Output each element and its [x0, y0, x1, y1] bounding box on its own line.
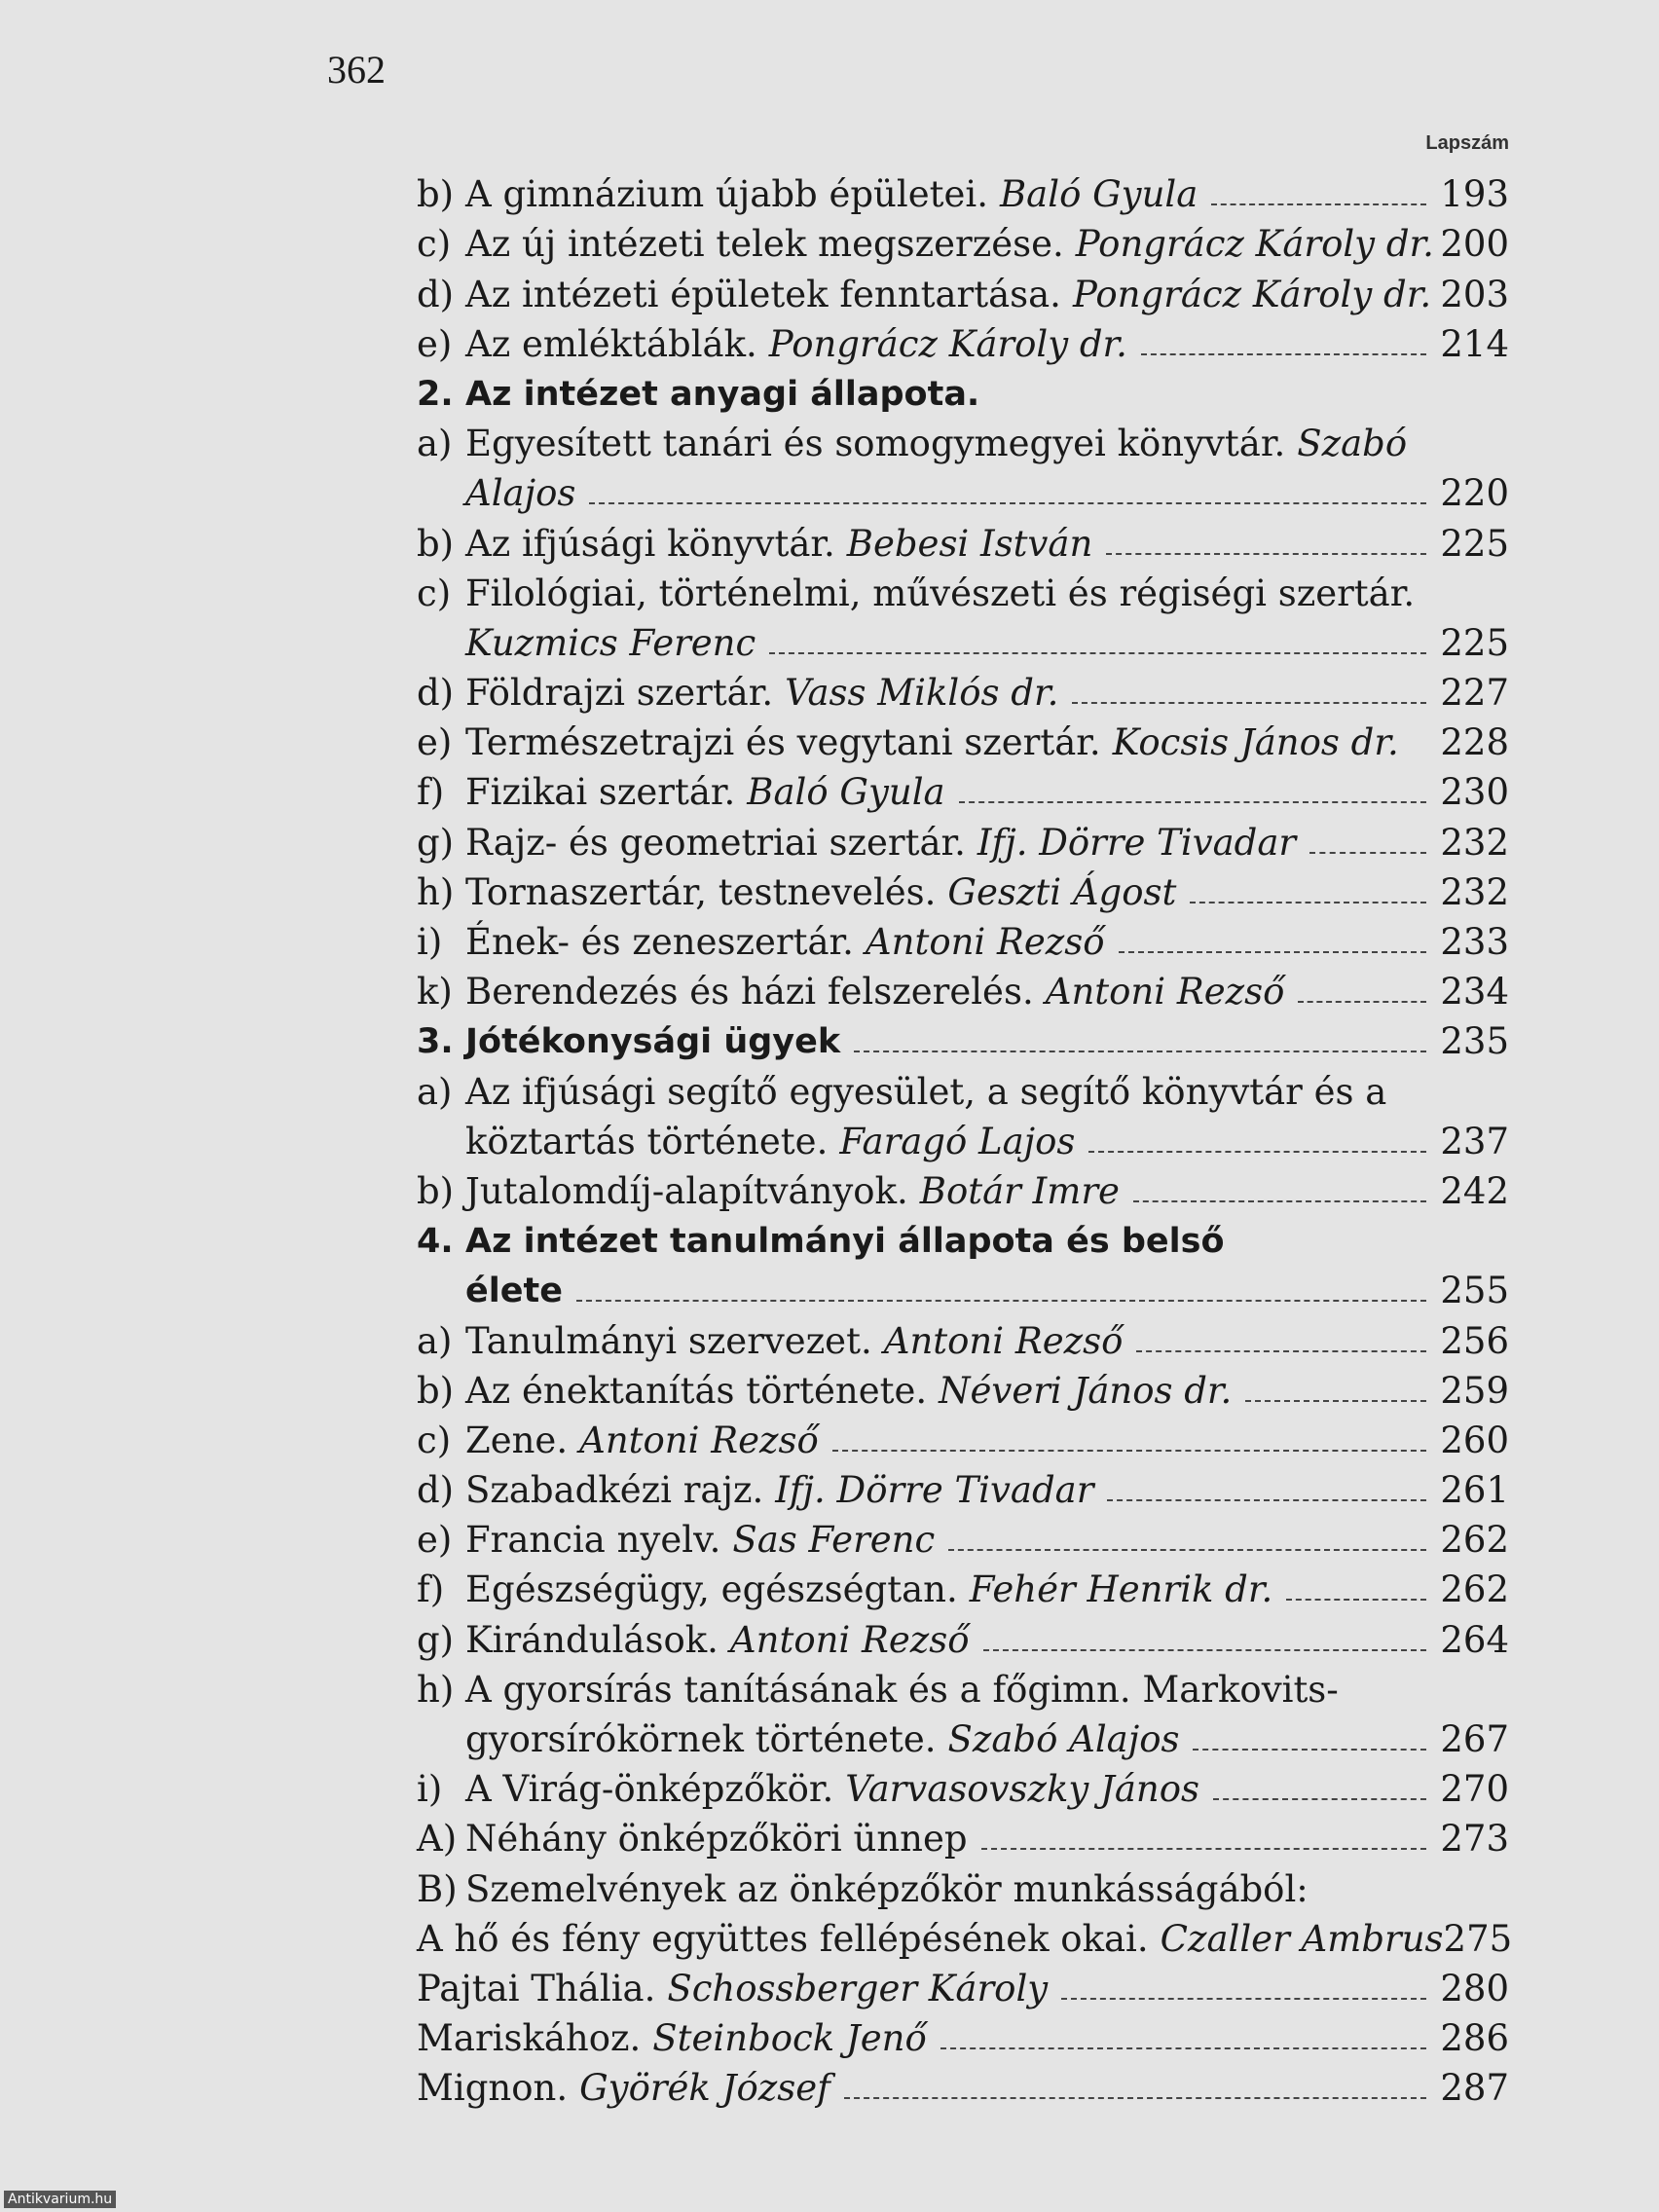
entry-page-number: 259 — [1440, 1369, 1509, 1412]
entry-page-number: 237 — [1440, 1120, 1509, 1162]
entry-author: Alajos — [465, 472, 576, 515]
toc-entry — [417, 1610, 1509, 1660]
entry-label: g) — [417, 821, 455, 864]
entry-page-number: 267 — [1440, 1718, 1509, 1760]
toc-entry — [417, 714, 1509, 763]
toc-entry — [417, 1162, 1509, 1212]
entry-page-number: 234 — [1440, 971, 1509, 1014]
entry-page-number: 227 — [1440, 672, 1509, 715]
entry-title: Ének- és zeneszertár. — [465, 921, 854, 963]
entry-author: Pongrácz Károly dr. — [1072, 273, 1432, 315]
entry-title: Zene. — [465, 1419, 569, 1461]
entry-page-number: 287 — [1440, 2067, 1509, 2110]
entry-page-number: 235 — [1440, 1020, 1509, 1063]
dot-leader — [844, 2097, 1427, 2099]
entry-label: B) — [417, 1867, 458, 1910]
toc-entry — [417, 1212, 1509, 1262]
entry-label: d) — [417, 672, 455, 715]
entry-page-number: 200 — [1440, 223, 1509, 266]
dot-leader — [983, 1649, 1427, 1651]
toc-entry — [417, 1511, 1509, 1561]
entry-author: Geszti Ágost — [947, 870, 1177, 913]
entry-label: d) — [417, 273, 455, 315]
entry-title: Az ifjúsági segítő egyesület, a segítő könyvtár és a — [465, 1070, 1387, 1113]
entry-title: Az intézeti épületek fenntartása. — [465, 273, 1061, 315]
entry-label: e) — [417, 721, 453, 764]
entry-title: Természetrajzi és vegytani szertár. — [465, 721, 1101, 764]
toc-entry — [417, 2009, 1509, 2059]
entry-label: f) — [417, 771, 445, 814]
toc-entry — [417, 2059, 1509, 2109]
entry-title: Mignon. — [417, 2067, 569, 2110]
toc-entry — [417, 315, 1509, 365]
entry-label: c) — [417, 571, 452, 614]
entry-title: Kirándulások. — [465, 1618, 719, 1661]
toc-entry — [417, 1412, 1509, 1461]
entry-label: k) — [417, 971, 453, 1014]
entry-page-number: 225 — [1440, 522, 1509, 565]
dot-leader — [1107, 1499, 1426, 1501]
entry-author: Varvasovszky János — [845, 1768, 1200, 1811]
entry-label: i) — [417, 921, 443, 963]
entry-author: Sas Ferenc — [732, 1519, 936, 1562]
entry-title: Egészségügy, egészségtan. — [465, 1568, 958, 1611]
dot-leader — [1309, 852, 1426, 854]
entry-author: Szabó — [1297, 423, 1408, 465]
toc-entry — [417, 415, 1509, 464]
toc-entry — [417, 565, 1509, 614]
entry-title: élete — [465, 1272, 563, 1311]
entry-title: Mariskához. — [417, 2017, 642, 2060]
dot-leader — [1298, 1001, 1426, 1003]
entry-page-number: 220 — [1440, 472, 1509, 515]
toc-entry — [417, 166, 1509, 215]
entry-page-number: 232 — [1440, 870, 1509, 913]
toc-entry — [417, 1910, 1513, 1960]
entry-page-number: 273 — [1440, 1818, 1509, 1861]
entry-title: Pajtai Thália. — [417, 1967, 656, 2009]
watermark: Antikvarium.hu — [4, 2191, 116, 2208]
entry-label: a) — [417, 1070, 453, 1113]
toc-entry — [417, 1311, 1509, 1361]
entry-author: Baló Gyula — [999, 173, 1198, 216]
dot-leader — [1141, 353, 1426, 355]
dot-leader — [981, 1848, 1427, 1850]
entry-label: c) — [417, 1419, 452, 1461]
toc-entry — [417, 265, 1509, 314]
entry-page-number: 264 — [1440, 1618, 1509, 1661]
dot-leader — [832, 1450, 1427, 1452]
dot-leader — [1286, 1599, 1426, 1601]
toc-entry — [417, 464, 1509, 514]
dot-leader — [1245, 1400, 1426, 1402]
entry-author: Botár Imre — [919, 1169, 1120, 1212]
entry-label: a) — [417, 423, 453, 465]
dot-leader — [1133, 1200, 1426, 1202]
entry-title: Francia nyelv. — [465, 1519, 721, 1562]
entry-page-number: 225 — [1440, 621, 1509, 664]
toc-entry — [417, 1810, 1509, 1860]
entry-title: Tornaszertár, testnevelés. — [465, 870, 937, 913]
toc-entry — [417, 514, 1509, 564]
entry-title: Néhány önképzőköri ünnep — [465, 1818, 968, 1861]
entry-author: Antoni Rezső — [883, 1319, 1124, 1362]
entry-author: Szabó Alajos — [947, 1718, 1180, 1760]
entry-label: b) — [417, 522, 455, 565]
entry-title: Jótékonysági ügyek — [465, 1022, 841, 1062]
entry-page-number: 255 — [1440, 1270, 1509, 1312]
entry-title: gyorsírókörnek története. — [465, 1718, 937, 1760]
entry-label: d) — [417, 1469, 455, 1512]
entry-label: e) — [417, 1519, 453, 1562]
entry-page-number: 261 — [1440, 1469, 1509, 1512]
entry-page-number: 232 — [1440, 821, 1509, 864]
entry-title: Tanulmányi szervezet. — [465, 1319, 872, 1362]
entry-title: A hő és fény együttes fellépésének okai. — [417, 1917, 1149, 1960]
toc-entry — [417, 664, 1509, 714]
entry-author: Györék József — [579, 2067, 830, 2110]
entry-title: Szabadkézi rajz. — [465, 1469, 764, 1512]
dot-leader — [1213, 1798, 1426, 1800]
entry-label: 4. — [417, 1222, 454, 1262]
entry-title: Jutalomdíj-alapítványok. — [465, 1169, 908, 1212]
dot-leader — [1136, 1350, 1426, 1352]
entry-author: Antoni Rezső — [865, 921, 1105, 963]
page-number: 362 — [327, 48, 386, 92]
entry-title: Rajz- és geometriai szertár. — [465, 821, 966, 864]
entry-title: Egyesített tanári és somogymegyei könyvtár. — [465, 423, 1286, 465]
entry-page-number: 256 — [1440, 1319, 1509, 1362]
toc-entry — [417, 1062, 1509, 1112]
entry-author: Bebesi István — [846, 522, 1093, 565]
entry-author: Kocsis János dr. — [1112, 721, 1399, 764]
entry-label: g) — [417, 1618, 455, 1661]
entry-page-number: 270 — [1440, 1768, 1509, 1811]
dot-leader — [948, 1549, 1426, 1551]
entry-page-number: 242 — [1440, 1169, 1509, 1212]
entry-title: Az ifjúsági könyvtár. — [465, 522, 835, 565]
entry-page-number: 228 — [1440, 721, 1509, 764]
entry-page-number: 203 — [1440, 273, 1509, 315]
entry-label: A) — [417, 1818, 458, 1861]
dot-leader — [1211, 203, 1426, 205]
entry-title: A gimnázium újabb épületei. — [465, 173, 988, 216]
toc-entry — [417, 864, 1509, 913]
dot-leader — [1190, 902, 1426, 903]
toc-entry — [417, 1362, 1509, 1412]
entry-page-number: 193 — [1440, 173, 1509, 216]
entry-title: Az emléktáblák. — [465, 322, 757, 365]
toc-entry — [417, 1960, 1509, 2009]
entry-label: 2. — [417, 374, 454, 414]
dot-leader — [769, 652, 1426, 654]
entry-page-number: 214 — [1440, 322, 1509, 365]
entry-author: Fehér Henrik dr. — [969, 1568, 1273, 1611]
entry-author: Czaller Ambrus — [1160, 1917, 1444, 1960]
entry-label: a) — [417, 1319, 453, 1362]
entry-title: Fizikai szertár. — [465, 771, 736, 814]
dot-leader — [1193, 1749, 1426, 1751]
entry-author: Schossberger Károly — [667, 1967, 1049, 2009]
toc-entry — [417, 1860, 1509, 1909]
entry-author: Pongrácz Károly dr. — [768, 322, 1127, 365]
entry-label: e) — [417, 322, 453, 365]
entry-label: b) — [417, 1169, 455, 1212]
entry-title: Berendezés és házi felszerelés. — [465, 971, 1034, 1014]
entry-title: Szemelvények az önképzőkör munkásságából: — [465, 1867, 1309, 1910]
toc-entry — [417, 1711, 1509, 1760]
toc-entry — [417, 1461, 1509, 1511]
entry-page-number: 233 — [1440, 921, 1509, 963]
dot-leader — [1061, 1998, 1426, 2000]
dot-leader — [1072, 702, 1426, 704]
toc-entry — [417, 1760, 1509, 1810]
entry-title: köztartás története. — [465, 1120, 829, 1162]
toc-entry — [417, 1013, 1509, 1062]
entry-title: Az új intézeti telek megszerzése. — [465, 223, 1064, 266]
table-of-contents — [417, 166, 1513, 2110]
dot-leader — [1106, 553, 1426, 555]
dot-leader — [959, 801, 1427, 803]
column-header: Lapszám — [1425, 132, 1509, 154]
entry-title: Filológiai, történelmi, művészeti és régiségi szertár. — [465, 571, 1416, 614]
entry-author: Steinbock Jenő — [652, 2017, 927, 2060]
entry-author: Ifj. Dörre Tivadar — [977, 821, 1297, 864]
entry-page-number: 275 — [1443, 1917, 1513, 1960]
toc-entry — [417, 813, 1509, 863]
entry-author: Ifj. Dörre Tivadar — [775, 1469, 1094, 1512]
dot-leader — [1119, 951, 1427, 953]
entry-author: Kuzmics Ferenc — [465, 621, 756, 664]
entry-page-number: 260 — [1440, 1419, 1509, 1461]
dot-leader — [1088, 1151, 1426, 1153]
entry-label: h) — [417, 870, 455, 913]
entry-author: Antoni Rezső — [729, 1618, 970, 1661]
entry-author: Néveri János dr. — [939, 1369, 1233, 1412]
toc-entry — [417, 1561, 1509, 1610]
entry-title: Az énektanítás története. — [465, 1369, 928, 1412]
toc-entry — [417, 1661, 1509, 1711]
entry-label: b) — [417, 1369, 455, 1412]
toc-entry — [417, 763, 1509, 813]
entry-author: Antoni Rezső — [579, 1419, 819, 1461]
entry-title: A Virág-önképzőkör. — [465, 1768, 834, 1811]
toc-entry — [417, 913, 1509, 963]
entry-page-number: 230 — [1440, 771, 1509, 814]
entry-author: Antoni Rezső — [1045, 971, 1285, 1014]
toc-entry — [417, 963, 1509, 1013]
entry-label: 3. — [417, 1022, 454, 1062]
entry-author: Vass Miklós dr. — [785, 672, 1059, 715]
toc-entry — [417, 215, 1509, 265]
entry-title: Az intézet anyagi állapota. — [465, 374, 980, 414]
entry-label: i) — [417, 1768, 443, 1811]
entry-page-number: 286 — [1440, 2017, 1509, 2060]
toc-entry — [417, 1113, 1509, 1162]
entry-page-number: 280 — [1440, 1967, 1509, 2009]
toc-entry — [417, 614, 1509, 664]
dot-leader — [576, 1300, 1426, 1302]
entry-page-number: 262 — [1440, 1568, 1509, 1611]
entry-label: h) — [417, 1668, 455, 1711]
dot-leader — [589, 502, 1426, 504]
toc-entry — [417, 365, 1509, 415]
entry-author: Faragó Lajos — [839, 1120, 1076, 1162]
entry-page-number: 262 — [1440, 1519, 1509, 1562]
entry-author: Pongrácz Károly dr. — [1075, 223, 1434, 266]
entry-title: Az intézet tanulmányi állapota és belső — [465, 1222, 1225, 1262]
entry-label: c) — [417, 223, 452, 266]
entry-author: Baló Gyula — [747, 771, 945, 814]
toc-entry — [417, 1262, 1509, 1311]
dot-leader — [940, 2047, 1427, 2049]
dot-leader — [854, 1051, 1426, 1052]
entry-title: Földrajzi szertár. — [465, 672, 774, 715]
entry-title: A gyorsírás tanításának és a főgimn. Markovits- — [465, 1668, 1339, 1711]
entry-label: f) — [417, 1568, 445, 1611]
entry-label: b) — [417, 173, 455, 216]
